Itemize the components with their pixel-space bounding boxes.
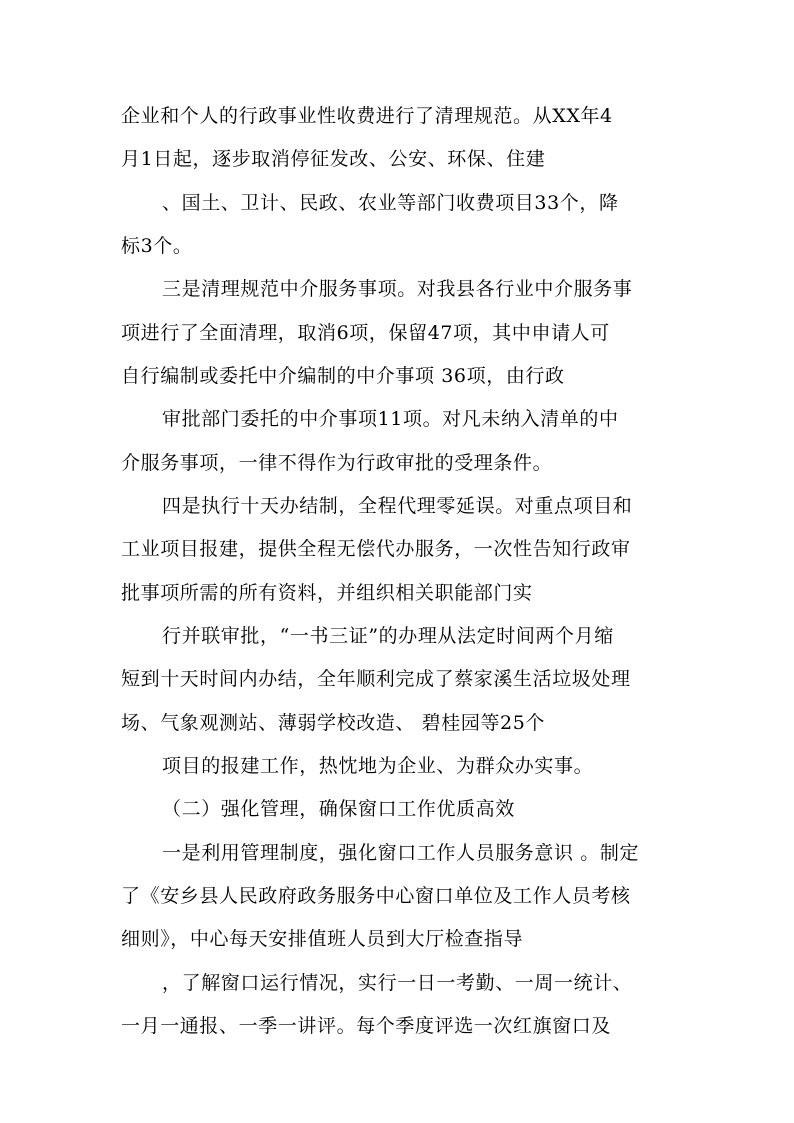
text-line: 批事项所需的所有资料，并组织相关职能部门实 [121,582,533,604]
text-line: 月1日起，逐步取消停征发改、公安、环保、住建 [121,148,546,170]
text-line: 了《安乡县人民政府政务服务中心窗口单位及工作人员考核 [121,885,631,907]
text-line: 自行编制或委托中介编制的中介事项 36项，由行政 [121,365,565,387]
text-line: 项目的报建工作，热忱地为企业、为群众办实事。 [162,755,594,777]
text-line: 标3个。 [121,235,193,257]
text-line: 细则》，中心每天安排值班人员到大厅检查指导 [121,928,524,950]
text-line: 三是清理规范中介服务事项。对我县各行业中介服务事 [162,278,633,300]
text-line: 短到十天时间内办结，全年顺利完成了蔡家溪生活垃圾处理 [121,668,631,690]
text-line: 审批部门委托的中介事项11项。对凡未纳入清单的中 [162,408,619,430]
text-line: 工业项目报建，提供全程无偿代办服务，一次性告知行政审 [121,538,631,560]
text-line: 一是利用管理制度，强化窗口工作人员服务意识 。制定 [162,842,640,864]
text-line: ，了解窗口运行情况，实行一日一考勤、一周一统计、 [162,972,633,994]
text-line: 、国土、卫计、民政、农业等部门收费项目33个，降 [162,192,619,214]
section-heading: （二）强化管理，确保窗口工作优质高效 [162,798,515,820]
text-line: 项进行了全面清理，取消6项，保留47项，其中申请人可 [121,322,610,344]
text-line: 场、气象观测站、薄弱学校改造、 碧桂园等25个 [121,712,546,734]
text-line: 一月一通报、一季一讲评。每个季度评选一次红旗窗口及 [121,1015,612,1037]
text-line: 企业和个人的行政事业性收费进行了清理规范。从XX年4 [121,105,613,127]
text-line: 行并联审批，“一书三证”的办理从法定时间两个月缩 [162,625,614,647]
text-line: 介服务事项，一律不得作为行政审批的受理条件。 [121,452,553,474]
text-line: 四是执行十天办结制，全程代理零延误。对重点项目和 [162,495,633,517]
